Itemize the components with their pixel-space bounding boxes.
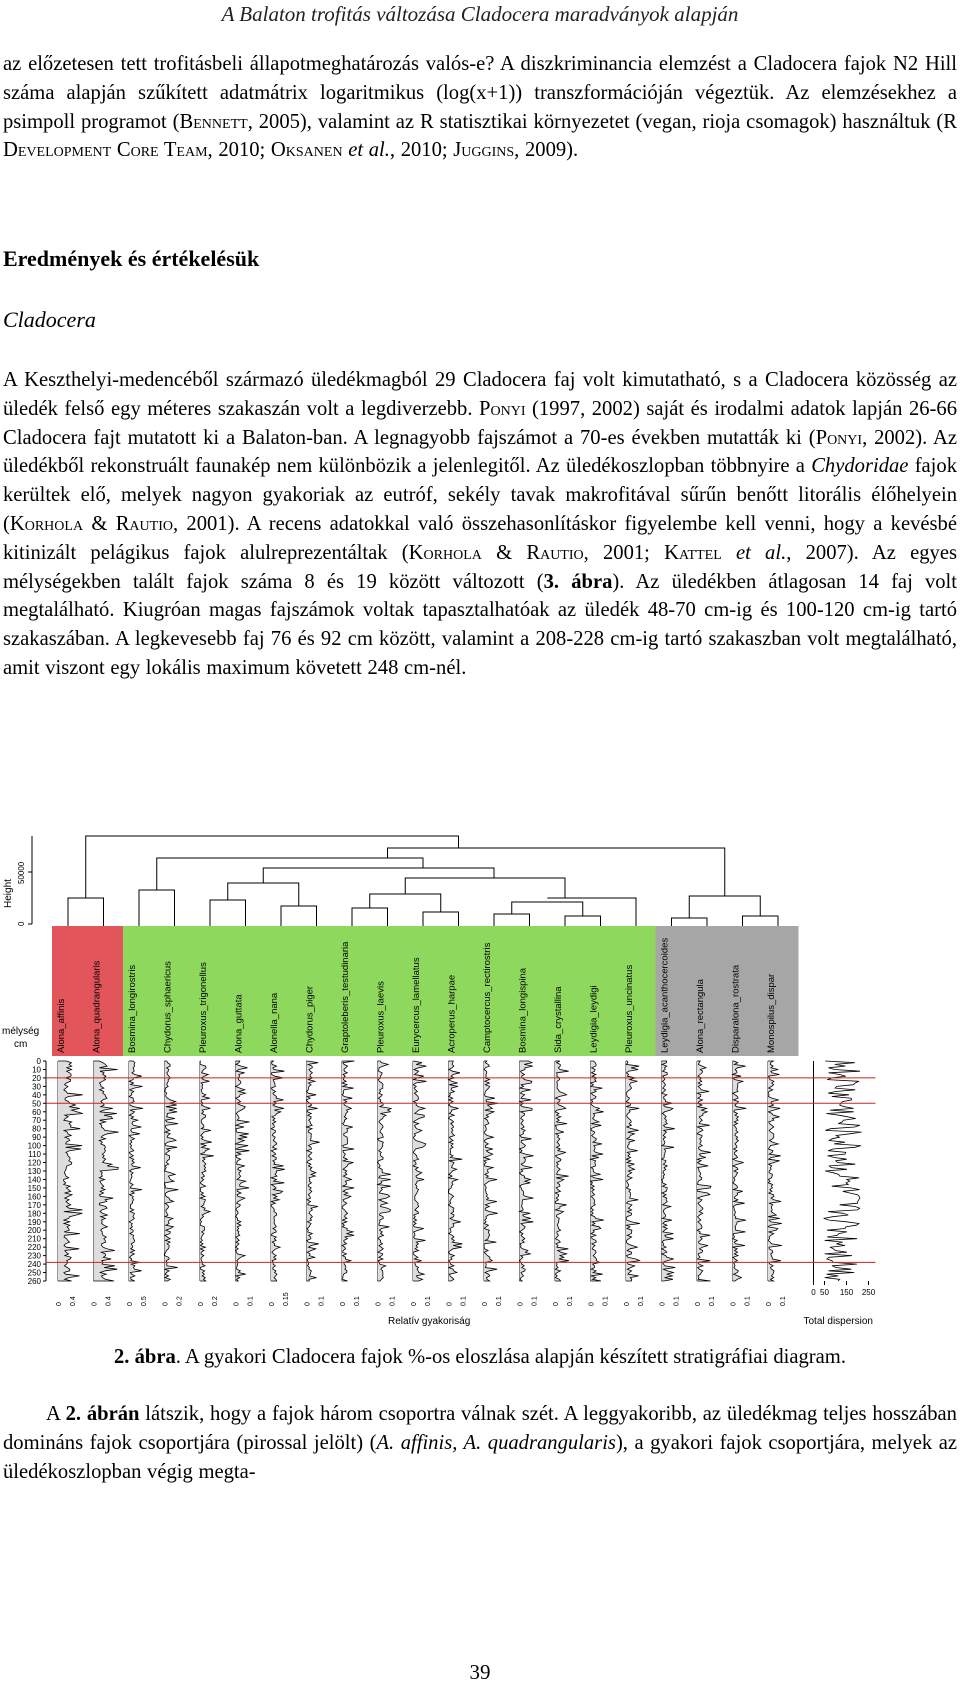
depth-tick-label: 40 <box>32 1090 41 1100</box>
dispersion-tick-label: 250 <box>861 1288 876 1297</box>
depth-tick-label: 210 <box>27 1234 41 1244</box>
depth-tick-label: 60 <box>32 1107 41 1117</box>
x-tick-label: 0 <box>91 1302 99 1306</box>
species-label: Monospilus_dispar <box>766 973 777 1053</box>
x-tick-label: 0.2 <box>212 1296 219 1306</box>
x-tick-label: 0.15 <box>283 1292 290 1306</box>
intro-paragraph: az előzetesen tett trofitásbeli állapotmeghatározás valós-e? A diszkriminancia elemzést a Cladocera fajok N2 Hill száma alapján szűkített adatmátrix logaritmikus (log(x+1)) transzformációján végeztük. Az elemzésekhez a psimpoll programot (Bennett, 2005), valamint az R statisztikai környezetet (vegan, rioja csomagok) használtuk (R Development Core Team, 2010; Oksanen et al., 2010; Juggins, 2009). <box>3 53 957 162</box>
x-tick-label: 0.5 <box>141 1296 148 1306</box>
height-tick-label: 0 <box>17 921 26 926</box>
depth-tick-label: 80 <box>32 1124 41 1134</box>
x-tick-label: 0 <box>233 1302 241 1306</box>
species-curve <box>129 1061 143 1281</box>
x-tick-label: 0 <box>482 1302 489 1306</box>
species-curve <box>58 1061 83 1281</box>
x-tick-label: 0.2 <box>176 1296 184 1306</box>
species-label: Alona_rectangula <box>695 979 706 1053</box>
x-axis-label: Relatív gyakoriság <box>388 1316 471 1327</box>
depth-tick-label: 20 <box>32 1073 41 1083</box>
subsection-heading: Cladocera <box>3 307 96 332</box>
dispersion-tick-label: 50 <box>820 1288 829 1297</box>
dendrogram-branch <box>352 908 388 926</box>
species-label: Sida_crystallina <box>553 986 564 1053</box>
x-tick-label: 0 <box>411 1302 418 1306</box>
depth-tick-label: 70 <box>32 1116 41 1126</box>
dendrogram-branch <box>672 918 708 926</box>
group-box-gray <box>656 926 799 1056</box>
author-bennett: Bennett <box>179 110 248 133</box>
x-tick-label: 0 <box>695 1302 702 1306</box>
depth-tick-label: 240 <box>27 1260 41 1270</box>
x-tick-label: 0.1 <box>318 1296 326 1306</box>
dendrogram-branch <box>228 883 299 906</box>
species-label: Alona_quadrangularis <box>91 960 103 1053</box>
x-tick-label: 0 <box>766 1302 773 1306</box>
running-header: A Balaton trofitás változása Cladocera maradványok alapján <box>221 2 739 26</box>
species-curve <box>555 1061 569 1281</box>
x-tick-label: 0 <box>198 1302 205 1306</box>
species-label: Camptocercus_rectirostris <box>482 942 493 1053</box>
dendrogram-branch <box>263 868 494 883</box>
x-tick-label: 0 <box>375 1302 383 1306</box>
x-tick-label: 0.1 <box>496 1296 503 1306</box>
author-juggins: Juggins <box>453 139 515 162</box>
species-curve <box>307 1061 320 1281</box>
x-tick-label: 0 <box>304 1302 312 1306</box>
species-curve <box>413 1061 426 1281</box>
species-curve <box>94 1061 119 1281</box>
x-tick-label: 0 <box>624 1302 631 1306</box>
species-label: Pleuroxus_uncinatus <box>624 964 635 1053</box>
depth-tick-label: 90 <box>32 1133 41 1143</box>
dendrogram-branch <box>68 898 104 926</box>
species-label: Bosmina_longispina <box>517 967 529 1053</box>
x-tick-label: 0.1 <box>673 1296 681 1306</box>
x-tick-label: 0.1 <box>354 1296 361 1306</box>
depth-tick-label: 150 <box>27 1183 41 1193</box>
dendrogram-branch <box>86 836 459 898</box>
depth-label: mélység <box>2 1026 40 1037</box>
dendrogram-branch <box>139 890 175 926</box>
species-curve <box>520 1061 534 1281</box>
species-curve <box>591 1061 604 1281</box>
author-oksanen: Oksanen <box>270 139 343 162</box>
dendrogram-branch <box>370 894 441 912</box>
species-label: Pleuroxus_trigonellus <box>198 962 209 1053</box>
depth-tick-label: 10 <box>32 1065 41 1075</box>
species-label: Graptoleberis_testudinaria <box>340 941 351 1053</box>
depth-tick-label: 220 <box>27 1243 41 1253</box>
author-rdev: Development Core Team <box>3 139 208 162</box>
x-tick-label: 0 <box>588 1302 596 1306</box>
species-label: Chydorus_piger <box>304 985 316 1053</box>
x-tick-label: 0.1 <box>638 1296 645 1306</box>
stratigraphic-diagram <box>0 828 960 1328</box>
species-curve <box>662 1061 676 1281</box>
depth-tick-label: 260 <box>27 1277 41 1286</box>
species-label: Eurycercus_lamellatus <box>411 957 422 1053</box>
x-tick-label: 0 <box>659 1302 667 1306</box>
x-tick-label: 0.1 <box>709 1296 716 1306</box>
x-tick-label: 0.1 <box>780 1296 787 1306</box>
dendrogram-branch <box>689 896 760 918</box>
depth-tick-label: 30 <box>32 1082 41 1092</box>
species-curve <box>165 1061 179 1281</box>
x-tick-label: 0.1 <box>602 1296 610 1306</box>
dendrogram-branch <box>405 878 565 898</box>
depth-tick-label: 250 <box>27 1268 41 1278</box>
species-label: Disparalona_rostrata <box>730 964 742 1053</box>
x-tick-label: 0.1 <box>389 1296 397 1306</box>
species-curve <box>200 1061 214 1281</box>
x-tick-label: 0.4 <box>70 1296 77 1306</box>
species-label: Acroperus_harpae <box>446 974 458 1053</box>
species-label: Pleuroxus_laevis <box>375 981 387 1053</box>
dendrogram-branch <box>743 916 779 926</box>
dendrogram-branch <box>388 848 725 896</box>
x-tick-label: 0.1 <box>531 1296 539 1306</box>
dendrogram-branch <box>281 906 317 926</box>
depth-tick-label: 200 <box>27 1226 41 1236</box>
dendrogram-branch <box>157 858 423 890</box>
x-tick-label: 0.4 <box>105 1296 113 1306</box>
x-tick-label: 0 <box>56 1302 63 1306</box>
x-tick-label: 0 <box>269 1302 276 1306</box>
depth-tick-label: 110 <box>28 1150 41 1160</box>
x-tick-label: 0.1 <box>460 1296 468 1306</box>
species-label: Alona_affinis <box>56 998 67 1053</box>
x-tick-label: 0 <box>127 1302 134 1306</box>
depth-tick-label: 50 <box>32 1099 41 1109</box>
species-label: Bosmina_longirostris <box>127 964 138 1053</box>
depth-tick-label: 130 <box>27 1167 41 1176</box>
depth-tick-label: 0 <box>36 1057 41 1066</box>
species-curve <box>768 1061 782 1281</box>
dendrogram-branch <box>565 916 601 926</box>
dispersion-tick-label: 150 <box>839 1288 854 1297</box>
species-label: Alona_guttata <box>233 994 245 1053</box>
species-label: Leydigia_acanthocercoides <box>659 937 671 1053</box>
depth-tick-label: 120 <box>27 1158 41 1168</box>
dendrogram-branch <box>210 900 246 926</box>
diagram-svg <box>0 828 960 1328</box>
species-label: Alonella_nana <box>269 992 280 1053</box>
species-curve <box>697 1061 711 1281</box>
x-tick-label: 0 <box>340 1302 347 1306</box>
species-curve <box>484 1061 498 1281</box>
figure-caption: 2. ábra. A gyakori Cladocera fajok %-os eloszlása alapján készített stratigráfiai diagram. <box>114 1346 846 1368</box>
x-tick-label: 0 <box>517 1302 525 1306</box>
depth-tick-label: 140 <box>27 1175 41 1185</box>
dispersion-label: Total dispersion <box>803 1316 873 1327</box>
results-paragraph: A Keszthelyi-medencéből származó üledékmagból 29 Cladocera faj volt kimutatható, s a Cladocera közösség az üledék felső egy méteres szakaszán volt a legdiverzebb. Ponyi (1997, 2002) saját és irodalmi adatok lapján 26-66 Cladocera fajt mutatott ki a Balaton-ban. A legnagyobb fajszámot a 70-es években mutatták ki (Ponyi, 2002). Az üledékből rekonstruált faunakép nem különbözik a jelenlegitől. Az üledékoszlopban többnyire a Chydoridae fajok kerültek elő, melyek nagyon gyakoriak az eutróf, sekély tavak makrofitával sűrűn benőtt litorális élőhelyein (Korhola & Rautio, 2001). A recens adatokkal való összehasonlításkor figyelembe kell venni, hogy a kevésbé kitinizált pelágikus fajok alulreprezentáltak (Korhola & Rautio, 2001; Kattel et al., 2007). Az egyes mélységekben talált fajok száma 8 és 19 között változott (3. ábra). Az üledékben átlagosan 14 faj volt megtalálható. Kiugróan magas fajszámok voltak tapasztalhatóak az üledék 48-70 cm-ig és 100-120 cm-ig tartó szakaszában. A legkevesebb faj 76 és 92 cm között, valamint a 208-228 cm-ig tartó szakaszban volt megtalálható, amit viszont egy lokális maximum követett 248 cm-nél. <box>3 369 958 679</box>
depth-tick-label: 180 <box>27 1209 41 1219</box>
depth-unit: cm <box>14 1039 28 1050</box>
x-tick-label: 0 <box>730 1302 738 1306</box>
species-curve <box>271 1061 285 1281</box>
depth-tick-label: 170 <box>27 1200 41 1210</box>
species-curve <box>378 1061 392 1281</box>
x-tick-label: 0.1 <box>247 1296 255 1306</box>
x-tick-label: 0.1 <box>567 1296 574 1306</box>
depth-tick-label: 190 <box>27 1217 41 1227</box>
species-curve <box>626 1061 640 1281</box>
x-tick-label: 0 <box>553 1302 560 1306</box>
depth-tick-label: 160 <box>27 1192 41 1202</box>
species-curve <box>733 1061 747 1281</box>
dispersion-tick-label: 0 <box>811 1288 816 1297</box>
dispersion-curve <box>824 1061 862 1281</box>
discussion-paragraph: A 2. ábrán látszik, hogy a fajok három csoportra válnak szét. A leggyakoribb, az üledékmag teljes hosszában domináns fajok csoportjára (pirossal jelölt) (A. affinis, A. quadrangularis), a gyakori fajok csoportjára, melyek az üledékoszlopban végig megta- <box>3 1403 957 1483</box>
x-tick-label: 0 <box>162 1302 170 1306</box>
x-tick-label: 0 <box>446 1302 454 1306</box>
section-heading: Eredmények és értékelésük <box>3 246 260 271</box>
species-curve <box>449 1061 463 1281</box>
species-curve <box>236 1061 250 1281</box>
page-number: 39 <box>469 1660 491 1684</box>
height-tick-label: 50000 <box>17 861 26 884</box>
species-label: Chydorus_sphaericus <box>162 961 174 1053</box>
x-tick-label: 0.1 <box>744 1296 752 1306</box>
species-label: Leydigia_leydigi <box>588 985 600 1053</box>
depth-tick-label: 230 <box>27 1251 41 1261</box>
dendrogram-branch <box>423 912 459 926</box>
species-curve <box>342 1061 355 1281</box>
depth-tick-label: 100 <box>27 1141 41 1151</box>
x-tick-label: 0.1 <box>425 1296 432 1306</box>
dendrogram-branch <box>494 914 530 926</box>
height-axis-label: Height <box>3 879 14 908</box>
